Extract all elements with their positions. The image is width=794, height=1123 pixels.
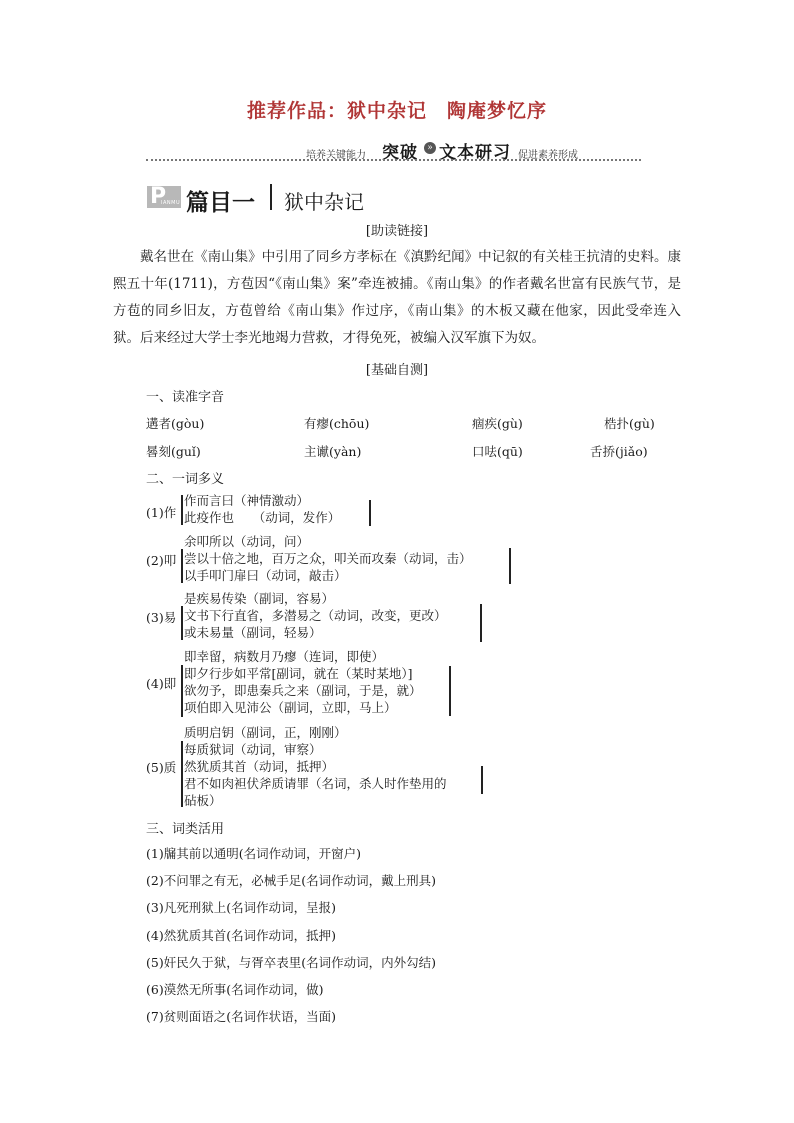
polysemy-line: 君不如肉袒伏斧质请罪（名词，杀人时作垫用的 [184, 776, 447, 791]
polysemy-heading: 二、一词多义 [146, 472, 225, 487]
word-class-heading: 三、词类活用 [146, 822, 225, 837]
pron-item: 梏扑(gù) [604, 416, 655, 431]
polysemy-label: (3)易 [146, 610, 177, 625]
left-brace [181, 665, 183, 717]
section-title: 篇目一 [186, 189, 255, 216]
polysemy-label: (2)叩 [146, 553, 177, 568]
polysemy-line: 作而言曰（神情激动） [184, 493, 310, 508]
pron-item: 晷刻(guǐ) [146, 444, 201, 459]
right-brace [449, 666, 451, 716]
page-title: 推荐作品：狱中杂记 陶庵梦忆序 [246, 100, 547, 122]
polysemy-line: 此疫作也 （动词，发作） [184, 510, 341, 525]
banner-right-small: 促进素养形成 [518, 150, 578, 161]
banner-left-big: 突破 [382, 143, 418, 163]
banner-divider [146, 159, 641, 161]
polysemy-line: 或未易量（副词，轻易） [184, 625, 322, 640]
polysemy-line: 是疾易传染（副词，容易） [184, 591, 335, 606]
banner-left-small: 培养关键能力 [306, 150, 366, 161]
polysemy-line: 尝以十倍之地，百万之众，叩关而攻秦（动词，击） [184, 551, 472, 566]
polysemy-line: 即夕行步如平常[副词，就在（某时某地）] [184, 666, 413, 681]
section-divider [270, 184, 272, 210]
pron-item: 痼疾(gù) [472, 416, 523, 431]
pron-item: 有瘳(chōu) [304, 416, 370, 431]
polysemy-line: 即幸留，病数月乃瘳（连词，即使） [184, 649, 385, 664]
section-name: 狱中杂记 [284, 190, 364, 214]
polysemy-line: 砧板） [184, 793, 222, 808]
polysemy-line: 文书下行直省，多潜易之（动词，改变，更改） [184, 608, 447, 623]
left-brace [181, 495, 183, 525]
reading-link-paragraph: 戴名世在《南山集》中引用了同乡方孝标在《滇黔纪闻》中记叙的有关桂王抗清的史料。康熙五十年(1711)，方苞因“《南山集》案”牵连被捕。《南山集》的作者戴名世富有民族气节，是方苞的同乡旧友，方苞曾给《南山集》作过序，《南山集》的木板又藏在他家，因此受牵连入狱。后来经过大学士李光地竭力营救，才得免死，被编入汉军旗下为奴。 [113, 249, 681, 346]
section-logo-icon: P IANMU [147, 186, 181, 208]
word-class-item: (6)漠然无所事(名词作动词，做) [146, 982, 324, 997]
polysemy-label: (5)质 [146, 760, 177, 775]
basic-test-heading: [基础自测] [365, 363, 429, 378]
word-class-item: (5)奸民久于狱，与胥卒表里(名词作动词，内外勾结) [146, 955, 436, 970]
right-brace [481, 766, 483, 794]
polysemy-line: 质明启钥（副词，正，刚刚） [184, 725, 347, 740]
polysemy-line: 余叩所以（动词，问） [184, 534, 310, 549]
word-class-item: (3)凡死刑狱上(名词作动词，呈报) [146, 900, 336, 915]
polysemy-line: 每质狱词（动词，审察） [184, 742, 322, 757]
pronunciation-heading: 一、读准字音 [146, 390, 225, 405]
word-class-item: (7)贫则面语之(名词作状语，当面) [146, 1009, 336, 1024]
word-class-item: (1)牖其前以通明(名词作动词，开窗户) [146, 846, 361, 861]
word-class-item: (2)不问罪之有无，必械手足(名词作动词，戴上刑具) [146, 873, 436, 888]
word-class-item: (4)然犹质其首(名词作动词，抵押) [146, 928, 336, 943]
polysemy-line: 欲勿予，即患秦兵之来（副词，于是，就） [184, 683, 422, 698]
polysemy-label: (1)作 [146, 505, 177, 520]
reading-link-heading: [助读链接] [365, 224, 429, 239]
polysemy-label: (4)即 [146, 676, 177, 691]
right-brace [509, 548, 511, 584]
left-brace [181, 549, 183, 583]
section-banner [146, 138, 641, 163]
polysemy-line: 然犹质其首（动词，抵押） [184, 759, 335, 774]
pron-item: 遘者(gòu) [146, 416, 205, 431]
pron-item: 口呿(qū) [472, 444, 523, 459]
polysemy-line: 以手叩门扉曰（动词，敲击） [184, 568, 347, 583]
left-brace [181, 606, 183, 640]
left-brace [181, 741, 183, 807]
polysemy-line: 项伯即入见沛公（副词，立即，马上） [184, 700, 397, 715]
right-brace [369, 500, 371, 526]
banner-arrow-icon: » [424, 142, 436, 154]
pron-item: 主谳(yàn) [304, 444, 362, 459]
pron-item: 舌挢(jiǎo) [590, 444, 648, 459]
right-brace [480, 604, 482, 642]
banner-right-big: 文本研习 [439, 143, 511, 163]
